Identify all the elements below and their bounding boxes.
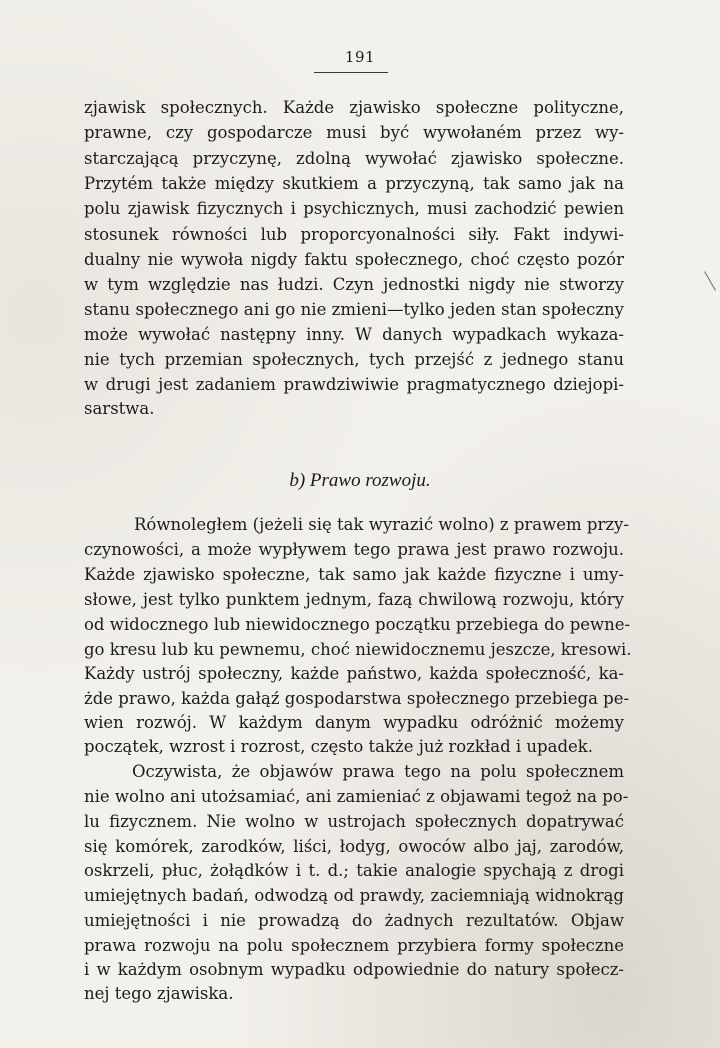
text-line: żde prawo, każda gałąź gospodarstwa społecznego przebiega pe- [84,689,630,708]
page-number: 191 [344,48,376,66]
text-line: nie wolno ani utożsamiać, ani zamieniać z objawami tegoż na po- [84,787,629,806]
text-line: w tym względzie nas łudzi. Czyn jednostki nigdy nie stworzy [84,275,624,294]
text-line: oskrzeli, płuc, żołądków i t. d.; takie analogie spychają z drogi [84,861,624,880]
text-line: stosunek równości lub proporcyonalności siły. Fakt indywi- [84,225,624,244]
text-line: słowe, jest tylko punktem jednym, fazą chwilową rozwoju, który [84,590,624,609]
text-line: czynowości, a może wypływem tego prawa jest prawo rozwoju. [84,540,624,559]
text-line: Równoległem (jeżeli się tak wyrazić wolno) z prawem przy- [134,515,629,534]
text-line: nie tych przemian społecznych, tych przejść z jednego stanu [84,350,624,369]
text-line: Każdy ustrój społeczny, każde państwo, każda społeczność, ka- [84,664,624,683]
text-line: zjawisk społecznych. Każde zjawisko społeczne polityczne, [84,98,624,117]
text-line: od widocznego lub niewidocznego początku przebiega do pewne- [84,615,631,634]
text-line: starczającą przyczynę, zdolną wywołać zjawisko społeczne. [84,149,624,168]
text-line: dualny nie wywoła nigdy faktu społecznego, choć często pozór [84,250,624,269]
text-line: i w każdym osobnym wypadku odpowiednie do natury społecz- [84,960,624,979]
text-line: Oczywista, że objawów prawa tego na polu społecznem [132,762,624,781]
text-line: początek, wzrost i rozrost, często także już rozkład i upadek. [84,737,594,756]
text-line: prawne, czy gospodarcze musi być wywołaném przez wy- [84,123,624,142]
text-line: wien rozwój. W każdym danym wypadku odróżnić możemy [84,713,624,732]
text-line: Przytém także między skutkiem a przyczyną, tak samo jak na [84,174,624,193]
text-line: może wywołać następny inny. W danych wypadkach wykaza- [84,325,624,344]
text-line: polu zjawisk fizycznych i psychicznych, musi zachodzić pewien [84,199,624,218]
text-line: prawa rozwoju na polu społecznem przybiera formy społeczne [84,936,624,955]
text-line: w drugi jest zadaniem prawdziwiwie pragmatycznego dziejopi- [84,375,624,394]
text-line: go kresu lub ku pewnemu, choć niewidocznemu jeszcze, kresowi. [84,640,632,659]
text-line: nej tego zjawiska. [84,984,234,1003]
margin-pencil-mark [704,267,720,291]
text-line: umiejętności i nie prowadzą do żadnych rezultatów. Objaw [84,911,624,930]
text-line: lu fizycznem. Nie wolno w ustrojach społecznych dopatrywać [84,812,624,831]
page-number-rule [314,72,388,73]
text-line: Każde zjawisko społeczne, tak samo jak każde fizyczne i umy- [84,565,624,584]
text-line: się komórek, zarodków, liści, łodyg, owoców albo jaj, zarodów, [84,837,624,856]
section-subheading: b) Prawo rozwoju. [289,470,431,491]
text-line: umiejętnych badań, odwodzą od prawdy, zaciemniają widnokrąg [84,886,624,905]
text-line: sarstwa. [84,399,155,418]
text-line: stanu społecznego ani go nie zmieni—tylko jeden stan społeczny [84,300,624,319]
